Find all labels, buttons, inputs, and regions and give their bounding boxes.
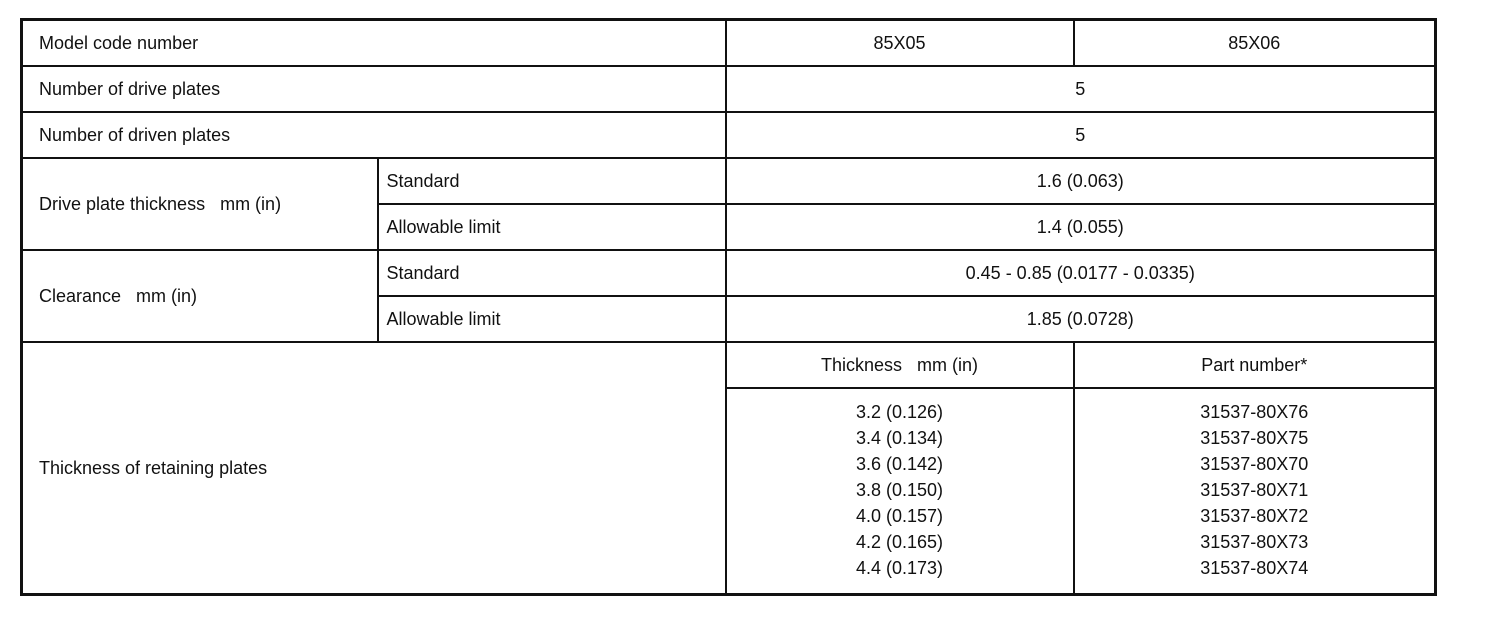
retaining-thickness-list <box>727 399 1073 581</box>
retaining-part-list <box>1075 399 1435 581</box>
drive-thickness-standard-value: 1.6 (0.063) <box>726 158 1436 204</box>
clearance-limit-value: 1.85 (0.0728) <box>726 296 1436 342</box>
retaining-plates-label: Thickness of retaining plates <box>22 342 726 595</box>
row-clearance-standard <box>22 250 1436 296</box>
retaining-thickness-list-cell <box>726 388 1074 595</box>
retaining-part-number: 31537-80X71 <box>1200 480 1309 500</box>
retaining-thickness-value: 3.2 (0.126) <box>855 402 944 422</box>
drive-plates-value: 5 <box>726 66 1436 112</box>
clearance-standard-label: Standard <box>378 250 726 296</box>
drive-thickness-limit-label: Allowable limit <box>378 204 726 250</box>
retaining-thickness-value: 3.8 (0.150) <box>855 480 944 500</box>
retaining-part-number: 31537-80X73 <box>1200 532 1309 552</box>
retaining-thickness-value: 4.4 (0.173) <box>855 558 944 578</box>
retaining-thickness-value: 4.2 (0.165) <box>855 532 944 552</box>
clearance-label: Clearance mm (in) <box>22 250 378 342</box>
driven-plates-value: 5 <box>726 112 1436 158</box>
row-model-code <box>22 20 1436 67</box>
retaining-thickness-header: Thickness mm (in) <box>726 342 1074 388</box>
drive-thickness-standard-label: Standard <box>378 158 726 204</box>
row-retaining-header <box>22 342 1436 388</box>
driven-plates-label: Number of driven plates <box>22 112 726 158</box>
retaining-thickness-value: 3.6 (0.142) <box>855 454 944 474</box>
retaining-part-number: 31537-80X72 <box>1200 506 1309 526</box>
retaining-part-number: 31537-80X75 <box>1200 428 1309 448</box>
drive-thickness-limit-value: 1.4 (0.055) <box>726 204 1436 250</box>
retaining-part-list-cell <box>1074 388 1436 595</box>
retaining-thickness-value: 3.4 (0.134) <box>855 428 944 448</box>
retaining-part-number: 31537-80X76 <box>1200 402 1309 422</box>
clearance-limit-label: Allowable limit <box>378 296 726 342</box>
retaining-part-number: 31537-80X70 <box>1200 454 1309 474</box>
retaining-part-number: 31537-80X74 <box>1200 558 1309 578</box>
spec-table <box>20 18 1437 596</box>
drive-plates-label: Number of drive plates <box>22 66 726 112</box>
model-85x05: 85X05 <box>726 20 1074 67</box>
clearance-standard-value: 0.45 - 0.85 (0.0177 - 0.0335) <box>726 250 1436 296</box>
model-code-label: Model code number <box>22 20 726 67</box>
retaining-part-header: Part number* <box>1074 342 1436 388</box>
model-85x06: 85X06 <box>1074 20 1436 67</box>
row-drive-thickness-standard <box>22 158 1436 204</box>
retaining-thickness-value: 4.0 (0.157) <box>855 506 944 526</box>
drive-thickness-label: Drive plate thickness mm (in) <box>22 158 378 250</box>
row-driven-plates <box>22 112 1436 158</box>
row-drive-plates <box>22 66 1436 112</box>
